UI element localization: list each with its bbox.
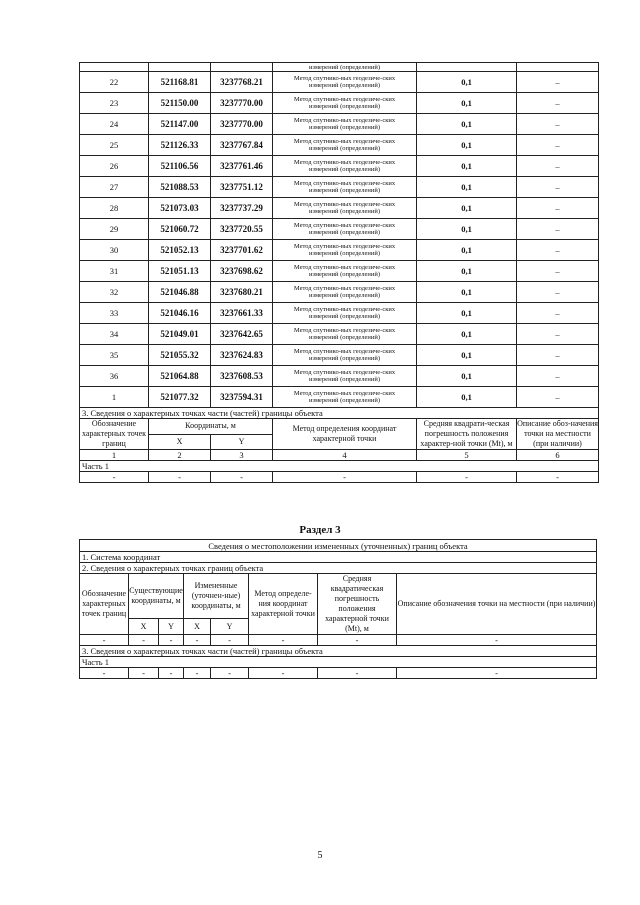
- table-row: [80, 345, 599, 366]
- coord-y: 3237698.62: [211, 261, 273, 282]
- description-value: –: [517, 324, 599, 345]
- method-line: Метод спутнико-вых геодезиче-ских: [293, 285, 396, 292]
- parts-title: 3. Сведения о характерных точках части (частей) границы объекта: [80, 646, 597, 657]
- changed-boundaries-table: [79, 539, 597, 679]
- table-row: [80, 93, 599, 114]
- table-row: [80, 282, 599, 303]
- method-line: Метод спутнико-вых геодезиче-ских: [293, 327, 396, 334]
- description-value: –: [517, 240, 599, 261]
- point-number: 30: [80, 240, 149, 261]
- method-cell: [273, 114, 417, 135]
- coord-x: 521088.53: [149, 177, 211, 198]
- header-coords: Координаты, м: [149, 419, 273, 435]
- coord-x: 521055.32: [149, 345, 211, 366]
- table-row: [80, 219, 599, 240]
- point-number: 28: [80, 198, 149, 219]
- method-line: измерений (определений): [308, 103, 380, 110]
- method-line: измерений (определений): [308, 124, 380, 131]
- description-value: –: [517, 135, 599, 156]
- coord-y: 3237770.00: [211, 93, 273, 114]
- coord-x: 521106.56: [149, 156, 211, 177]
- column-index: 3: [211, 450, 273, 461]
- method-cell: [273, 261, 417, 282]
- method-line: измерений (определений): [308, 208, 380, 215]
- table-row: [80, 657, 597, 668]
- header-method: Метод определе-ния координат характерной точки: [249, 574, 318, 635]
- method-line: измерений (определений): [308, 250, 380, 257]
- method-line: Метод спутнико-вых геодезиче-ских: [293, 201, 396, 208]
- description-value: –: [517, 72, 599, 93]
- coord-x: 521049.01: [149, 324, 211, 345]
- method-line: Метод спутнико-вых геодезиче-ских: [293, 243, 396, 250]
- point-number: 24: [80, 114, 149, 135]
- method-line: Метод спутнико-вых геодезиче-ских: [293, 180, 396, 187]
- description-value: –: [517, 303, 599, 324]
- header-y: Y: [211, 434, 273, 450]
- coord-x: 521147.00: [149, 114, 211, 135]
- coord-x: 521046.88: [149, 282, 211, 303]
- coord-y: 3237594.31: [211, 387, 273, 408]
- table-row: - - - - - - - -: [80, 668, 597, 679]
- coord-x: 521064.88: [149, 366, 211, 387]
- table-row: [80, 408, 599, 419]
- description-value: –: [517, 261, 599, 282]
- method-line: измерений (определений): [308, 355, 380, 362]
- coord-x: 521168.81: [149, 72, 211, 93]
- error-value: 0,1: [417, 324, 517, 345]
- method-cell: [273, 366, 417, 387]
- method-cell: [273, 177, 417, 198]
- empty-value: -: [211, 472, 273, 483]
- method-line: измерений (определений): [308, 82, 380, 89]
- coord-y: 3237720.55: [211, 219, 273, 240]
- method-cell: [273, 387, 417, 408]
- table-row: [80, 563, 597, 574]
- section-title: 3. Сведения о характерных точках части (частей) границы объекта: [80, 408, 599, 419]
- column-index: 1: [80, 450, 149, 461]
- method-line: Метод спутнико-вых геодезиче-ских: [293, 264, 396, 271]
- column-index: 6: [517, 450, 599, 461]
- method-line: измерений (определений): [308, 229, 380, 236]
- header-description: Описание обоз-начения точки на местности (при наличии): [517, 419, 598, 448]
- method-cell: [273, 135, 417, 156]
- header-method: Метод определения координат характерной точки: [273, 419, 417, 450]
- coord-x: 521051.13: [149, 261, 211, 282]
- description-value: –: [517, 156, 599, 177]
- coord-y: 3237770.00: [211, 114, 273, 135]
- method-line: Метод спутнико-вых геодезиче-ских: [293, 348, 396, 355]
- point-number: 22: [80, 72, 149, 93]
- header-changed-coords: Измененные (уточнен-ные) координаты, м: [184, 574, 249, 619]
- method-line: измерений (определений): [308, 292, 380, 299]
- table-row: [80, 472, 599, 483]
- coord-y: 3237680.21: [211, 282, 273, 303]
- method-cell: [273, 282, 417, 303]
- point-number: 33: [80, 303, 149, 324]
- coord-y: 3237768.21: [211, 72, 273, 93]
- point-number: 31: [80, 261, 149, 282]
- method-line: измерений (определений): [308, 397, 380, 404]
- method-line: измерений (определений): [308, 334, 380, 341]
- empty-value: -: [80, 472, 149, 483]
- coord-y: 3237661.33: [211, 303, 273, 324]
- table-row: [80, 177, 599, 198]
- description-value: –: [517, 282, 599, 303]
- method-line: Метод спутнико-вых геодезиче-ских: [293, 306, 396, 313]
- header-existing-coords: Существующие координаты, м: [129, 574, 184, 619]
- error-value: 0,1: [417, 219, 517, 240]
- error-value: 0,1: [417, 114, 517, 135]
- table-row: [80, 646, 597, 657]
- description-value: –: [517, 177, 599, 198]
- table-row: [80, 114, 599, 135]
- coord-y: 3237701.62: [211, 240, 273, 261]
- coord-x: 521073.03: [149, 198, 211, 219]
- method-cell: [273, 198, 417, 219]
- error-value: 0,1: [417, 282, 517, 303]
- header-description: Описание обозначения точки на местности (при наличии): [397, 574, 597, 635]
- point-number: 29: [80, 219, 149, 240]
- header-point-name: Обозначение характерных точек границ: [80, 574, 129, 635]
- empty-value: -: [417, 472, 517, 483]
- coord-y: 3237751.12: [211, 177, 273, 198]
- method-line: Метод спутнико-вых геодезиче-ских: [293, 222, 396, 229]
- description-value: –: [517, 114, 599, 135]
- empty-value: -: [273, 472, 417, 483]
- table-row: [80, 461, 599, 472]
- method-line: Метод спутнико-вых геодезиче-ских: [293, 96, 396, 103]
- header-x: X: [184, 619, 211, 635]
- description-value: –: [517, 93, 599, 114]
- method-line: измерений (определений): [308, 271, 380, 278]
- empty-value: -: [517, 472, 599, 483]
- coord-y: 3237761.46: [211, 156, 273, 177]
- method-line: Метод спутнико-вых геодезиче-ских: [293, 117, 396, 124]
- error-value: 0,1: [417, 366, 517, 387]
- header-y: Y: [159, 619, 184, 635]
- table-row: [80, 198, 599, 219]
- coord-y: 3237737.29: [211, 198, 273, 219]
- error-value: 0,1: [417, 387, 517, 408]
- table-row: [80, 63, 599, 72]
- method-line: Метод спутнико-вых геодезиче-ских: [293, 75, 396, 82]
- description-value: –: [517, 387, 599, 408]
- column-index: 4: [273, 450, 417, 461]
- column-index: 2: [149, 450, 211, 461]
- header-x: X: [149, 434, 211, 450]
- header-x: X: [129, 619, 159, 635]
- method-cell: [273, 324, 417, 345]
- page-number: 5: [317, 850, 323, 861]
- part-label: Часть 1: [80, 657, 597, 668]
- point-number: 1: [80, 387, 149, 408]
- index-row: [80, 450, 599, 461]
- table-row: - - - - - - - -: [80, 635, 597, 646]
- method-line: измерений (определений): [308, 187, 380, 194]
- method-cell: [273, 303, 417, 324]
- coord-x: 521126.33: [149, 135, 211, 156]
- description-value: –: [517, 345, 599, 366]
- error-value: 0,1: [417, 240, 517, 261]
- point-number: 27: [80, 177, 149, 198]
- point-number: 32: [80, 282, 149, 303]
- description-value: –: [517, 219, 599, 240]
- error-value: 0,1: [417, 135, 517, 156]
- error-value: 0,1: [417, 156, 517, 177]
- method-cell: измерений (определений): [273, 63, 417, 72]
- table-row: [80, 540, 597, 552]
- coord-x: 521046.16: [149, 303, 211, 324]
- part-label: Часть 1: [80, 461, 599, 472]
- error-value: 0,1: [417, 345, 517, 366]
- method-line: измерений (определений): [308, 145, 380, 152]
- point-number: 23: [80, 93, 149, 114]
- method-cell: [273, 72, 417, 93]
- error-value: 0,1: [417, 72, 517, 93]
- coord-x: 521077.32: [149, 387, 211, 408]
- description-value: –: [517, 198, 599, 219]
- error-value: 0,1: [417, 198, 517, 219]
- table-header-row: [80, 419, 599, 435]
- table-row: [80, 135, 599, 156]
- empty-value: -: [149, 472, 211, 483]
- coord-y: 3237642.65: [211, 324, 273, 345]
- method-line: Метод спутнико-вых геодезиче-ских: [293, 159, 396, 166]
- error-value: 0,1: [417, 177, 517, 198]
- table-row: [80, 387, 599, 408]
- section-title: Сведения о местоположении измененных (уточненных) границ объекта: [80, 540, 597, 552]
- method-line: измерений (определений): [308, 313, 380, 320]
- table-row: [80, 366, 599, 387]
- coordinates-table: [79, 62, 599, 483]
- method-line: измерений (определений): [308, 376, 380, 383]
- point-number: 35: [80, 345, 149, 366]
- point-number: 36: [80, 366, 149, 387]
- coord-x: 521060.72: [149, 219, 211, 240]
- header-point-name: Обозначение характерных точек границ: [80, 419, 149, 450]
- method-line: Метод спутнико-вых геодезиче-ских: [293, 138, 396, 145]
- header-y: Y: [211, 619, 249, 635]
- section-heading: Раздел 3: [299, 524, 341, 536]
- coord-x: 521052.13: [149, 240, 211, 261]
- header-error: Средняя квадратическая погрешность положения характерной точки (Мt), м: [318, 574, 397, 635]
- header-error: Средняя квадрати-ческая погрешность положения характер-ной точки (Мt), м: [417, 419, 517, 450]
- method-line: измерений (определений): [308, 166, 380, 173]
- method-line: Метод спутнико-вых геодезиче-ских: [293, 390, 396, 397]
- error-value: 0,1: [417, 303, 517, 324]
- point-number: 34: [80, 324, 149, 345]
- table-row: [80, 72, 599, 93]
- method-cell: [273, 156, 417, 177]
- coord-y: 3237608.53: [211, 366, 273, 387]
- table-row: [80, 552, 597, 563]
- points-title: 2. Сведения о характерных точках границ объекта: [80, 563, 597, 574]
- method-line: Метод спутнико-вых геодезиче-ских: [293, 369, 396, 376]
- table-row: [80, 261, 599, 282]
- table-row: [80, 303, 599, 324]
- column-index: 5: [417, 450, 517, 461]
- coord-y: 3237767.84: [211, 135, 273, 156]
- coord-x: 521150.00: [149, 93, 211, 114]
- table-header-row: [80, 574, 597, 619]
- table-row: [80, 240, 599, 261]
- error-value: 0,1: [417, 261, 517, 282]
- coord-y: 3237624.83: [211, 345, 273, 366]
- point-number: 25: [80, 135, 149, 156]
- description-value: –: [517, 366, 599, 387]
- method-cell: [273, 93, 417, 114]
- method-cell: [273, 240, 417, 261]
- point-number: 26: [80, 156, 149, 177]
- method-cell: [273, 345, 417, 366]
- table-row: [80, 156, 599, 177]
- table-row: [80, 324, 599, 345]
- method-cell: [273, 219, 417, 240]
- coord-system-label: 1. Система координат: [80, 552, 597, 563]
- error-value: 0,1: [417, 93, 517, 114]
